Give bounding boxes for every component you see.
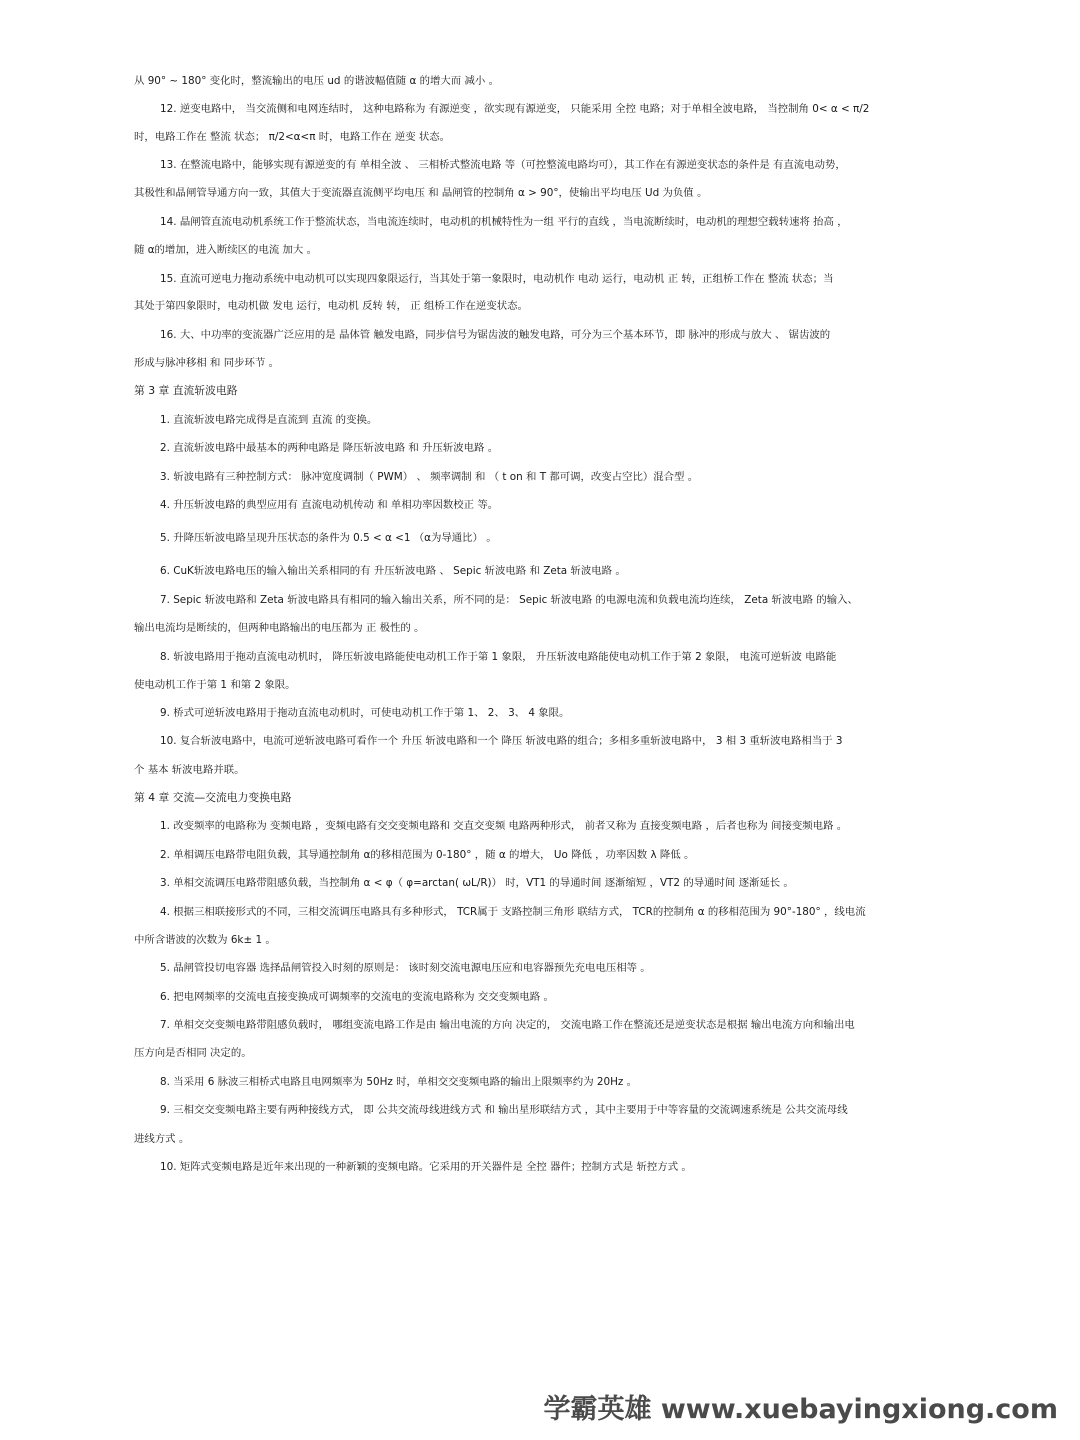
text-line: 14. 晶闸管直流电动机系统工作于整流状态，当电流连续时，电动机的机械特性为一组 平行的直线 ，当电流断续时，电动机的理想空载转速将 抬高 ， [160, 216, 848, 228]
text-line: 使电动机工作于第 1 和第 2 象限。 [134, 679, 296, 691]
text-line: 个 基本 斩波电路并联。 [134, 764, 245, 776]
text-line: 从 90° ~ 180° 变化时，整流输出的电压 ud 的谐波幅值随 α 的增大而 减小 。 [134, 75, 499, 87]
text-line: 输出电流均是断续的，但两种电路输出的电压都为 正 极性的 。 [134, 622, 425, 634]
text-line: 其极性和晶闸管导通方向一致，其值大于变流器直流侧平均电压 和 晶闸管的控制角 α > 90°，使输出平均电压 Ud 为负值 。 [134, 187, 708, 199]
text-line: 时，电路工作在 整流 状态； π/2<α<π 时，电路工作在 逆变 状态。 [134, 131, 451, 143]
text-line: 进线方式 。 [134, 1133, 190, 1145]
text-line: 7. 单相交交变频电路带阻感负载时， 哪组变流电路工作是由 输出电流的方向 决定的， 交流电路工作在整流还是逆变状态是根据 输出电流方向和输出电 [160, 1019, 855, 1031]
text-line: 1. 改变频率的电路称为 变频电路 ，变频电路有交交变频电路和 交直交变频 电路两种形式， 前者又称为 直接变频电路 ，后者也称为 间接变频电路 。 [160, 820, 848, 832]
text-line: 9. 三相交交变频电路主要有两种接线方式， 即 公共交流母线进线方式 和 输出星形联结方式 ，其中主要用于中等容量的交流调速系统是 公共交流母线 [160, 1104, 848, 1116]
text-line: 3. 单相交流调压电路带阻感负载，当控制角 α < φ（ φ=arctan( ωL/R)） 时，VT1 的导通时间 逐渐缩短 ，VT2 的导通时间 逐渐延长 。 [160, 877, 794, 889]
watermark-text: 学霸英雄 www.xuebayingxiong.com [543, 1394, 1058, 1425]
text-line: 9. 桥式可逆斩波电路用于拖动直流电动机时，可使电动机工作于第 1、 2、 3、 4 象限。 [160, 707, 570, 719]
text-line: 8. 当采用 6 脉波三相桥式电路且电网频率为 50Hz 时，单相交交变频电路的输出上限频率约为 20Hz 。 [160, 1076, 638, 1088]
text-line: 4. 根据三相联接形式的不同，三相交流调压电路具有多种形式， TCR属于 支路控制三角形 联结方式， TCR的控制角 α 的移相范围为 90°-180° ，线电流 [160, 906, 866, 918]
text-line: 10. 矩阵式变频电路是近年来出现的一种新颖的变频电路。它采用的开关器件是 全控 器件；控制方式是 斩控方式 。 [160, 1161, 692, 1173]
text-line: 13. 在整流电路中，能够实现有源逆变的有 单相全波 、 三相桥式整流电路 等（可控整流电路均可），其工作在有源逆变状态的条件是 有直流电动势， [160, 159, 846, 171]
chapter-heading: 第 3 章 直流斩波电路 [134, 384, 238, 397]
text-line: 1. 直流斩波电路完成得是直流到 直流 的变换。 [160, 414, 378, 426]
text-line: 3. 斩波电路有三种控制方式： 脉冲宽度调制（ PWM） 、 频率调制 和 （ t on 和 T 都可调，改变占空比）混合型 。 [160, 471, 699, 483]
text-line: 6. CuK斩波电路电压的输入输出关系相同的有 升压斩波电路 、 Sepic 斩波电路 和 Zeta 斩波电路 。 [160, 565, 626, 577]
text-line: 7. Sepic 斩波电路和 Zeta 斩波电路具有相同的输入输出关系，所不同的是： Sepic 斩波电路 的电源电流和负载电流均连续， Zeta 斩波电路 的输入、 [160, 594, 858, 606]
text-line: 16. 大、中功率的变流器广泛应用的是 晶体管 触发电路，同步信号为锯齿波的触发电路，可分为三个基本环节，即 脉冲的形成与放大 、 锯齿波的 [160, 329, 831, 341]
chapter-heading: 第 4 章 交流—交流电力变换电路 [134, 791, 292, 804]
text-line: 其处于第四象限时，电动机做 发电 运行，电动机 反转 转， 正 组桥工作在逆变状态。 [134, 300, 528, 312]
text-line: 形成与脉冲移相 和 同步环节 。 [134, 357, 279, 369]
text-line: 5. 升降压斩波电路呈现升压状态的条件为 0.5 < α <1 （α为导通比） 。 [160, 532, 497, 544]
text-line: 4. 升压斩波电路的典型应用有 直流电动机传动 和 单相功率因数校正 等。 [160, 499, 499, 511]
text-line: 2. 单相调压电路带电阻负载，其导通控制角 α的移相范围为 0-180° ，随 α 的增大， Uo 降低 ，功率因数 λ 降低 。 [160, 849, 695, 861]
text-line: 12. 逆变电路中， 当交流侧和电网连结时， 这种电路称为 有源逆变 ，欲实现有源逆变， 只能采用 全控 电路；对于单相全波电路， 当控制角 0< α < π/2 [160, 103, 870, 115]
text-line: 5. 晶闸管投切电容器 选择晶闸管投入时刻的原则是： 该时刻交流电源电压应和电容器预先充电电压相等 。 [160, 962, 651, 974]
text-line: 6. 把电网频率的交流电直接变换成可调频率的交流电的变流电路称为 交交变频电路 。 [160, 991, 554, 1003]
text-line: 压方向是否相同 决定的。 [134, 1047, 252, 1059]
text-line: 随 α的增加，进入断续区的电流 加大 。 [134, 244, 318, 256]
text-line: 15. 直流可逆电力拖动系统中电动机可以实现四象限运行，当其处于第一象限时，电动机作 电动 运行，电动机 正 转，正组桥工作在 整流 状态；当 [160, 273, 834, 285]
text-line: 中所含谐波的次数为 6k± 1 。 [134, 934, 276, 946]
text-line: 8. 斩波电路用于拖动直流电动机时， 降压斩波电路能使电动机工作于第 1 象限， 升压斩波电路能使电动机工作于第 2 象限， 电流可逆斩波 电路能 [160, 651, 837, 663]
text-line: 2. 直流斩波电路中最基本的两种电路是 降压斩波电路 和 升压斩波电路 。 [160, 442, 499, 454]
text-line: 10. 复合斩波电路中，电流可逆斩波电路可看作一个 升压 斩波电路和一个 降压 斩波电路的组合；多相多重斩波电路中， 3 相 3 重斩波电路相当于 3 [160, 735, 843, 747]
